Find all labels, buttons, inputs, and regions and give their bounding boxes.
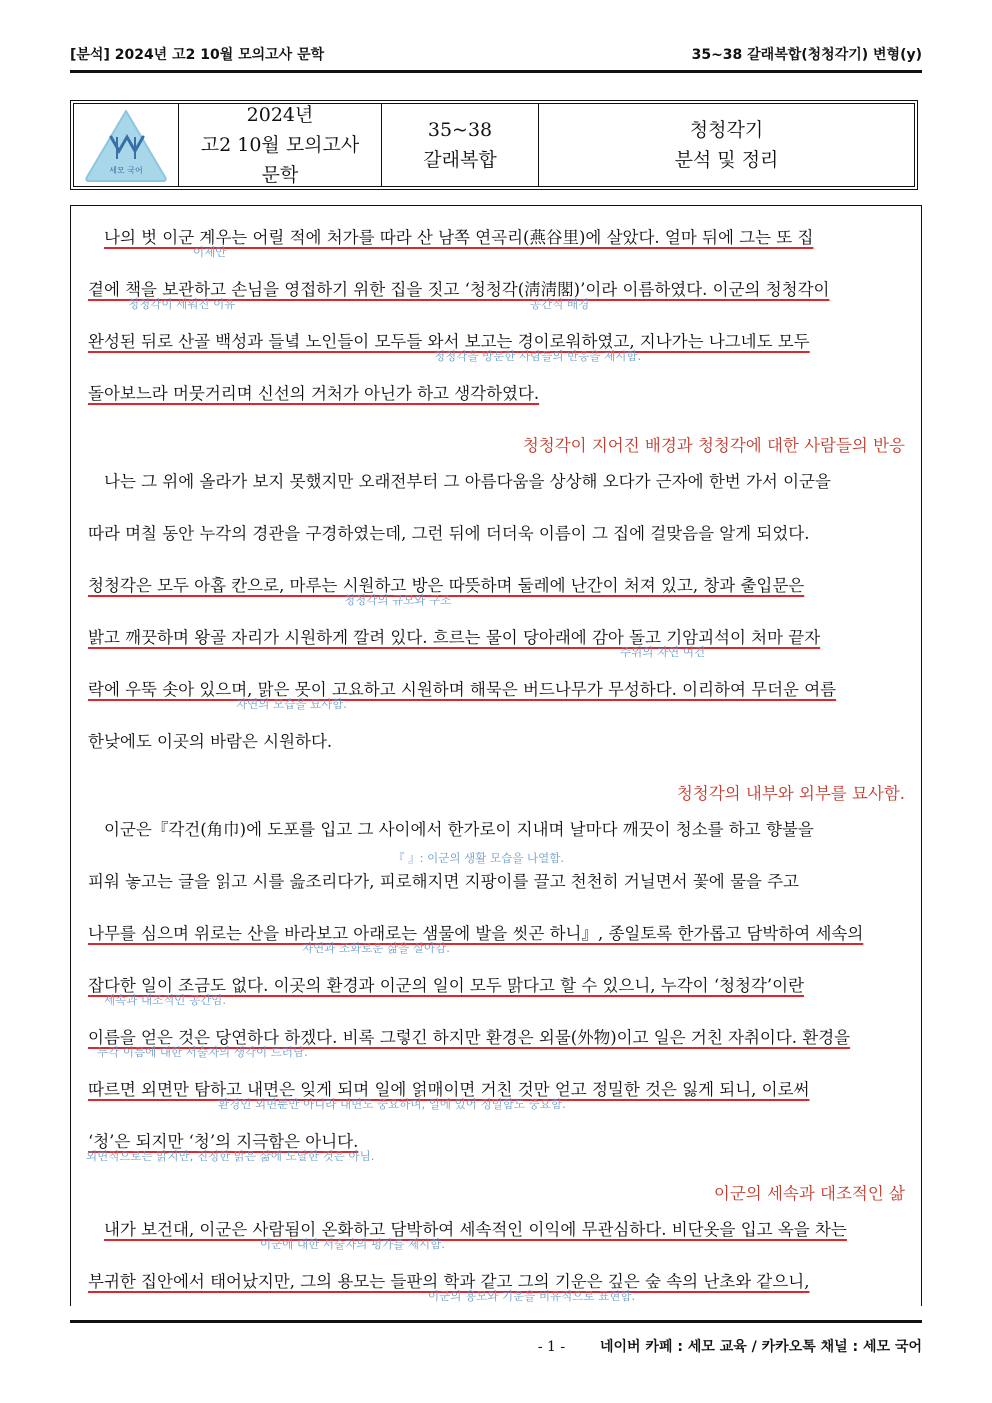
work-cell [539, 104, 914, 186]
annotation: 누각 이름에 대한 서술자의 생각이 드러남. [97, 1045, 308, 1059]
exam-subject: 문학 [261, 164, 299, 186]
channel-info: 네이버 카페 : 세모 교육 / 카카오톡 채널 : 세모 국어 [599, 1339, 922, 1355]
text-line: 따르면 외면만 탐하고 내면은 잊게 되며 일에 얽매이면 거친 것만 얻고 정밀한 것은 잃게 되니, 이로써 [88, 1080, 810, 1099]
annotation: 청청각을 방문한 사람들의 반응을 제시함. [434, 349, 642, 363]
text-line: 돌아보느라 머뭇거리며 신선의 거처가 아닌가 하고 생각하였다. [88, 384, 540, 403]
text-line: 곁에 책을 보관하고 손님을 영접하기 위한 집을 짓고 ‘청청각(淸淸閣)’이라 이름하였다. 이군의 청청각이 [88, 280, 830, 299]
range-cell [382, 104, 539, 186]
text-line: 부귀한 집안에서 태어났지만, 그의 용모는 들판의 학과 같고 그의 기운은 깊은 숲 속의 난초와 같으니, [88, 1272, 810, 1291]
text-line: 밝고 깨끗하며 왕골 자리가 시원하게 깔려 있다. 흐르는 물이 당아래에 감아 돌고 기암괴석이 처마 끝자 [88, 628, 821, 647]
title-table [70, 100, 918, 190]
text-line: 잡다한 일이 조금도 없다. 이곳의 환경과 이군의 일이 모두 맑다고 할 수 있으니, 누각이 ‘청청각’이란 [88, 976, 805, 995]
text-line: 따라 며칠 동안 누각의 경관을 구경하였는데, 그런 뒤에 더더욱 이름이 그 집에 걸맞음을 알게 되었다. [88, 524, 810, 543]
exam-name: 고2 10월 모의고사 [200, 134, 360, 156]
exam-cell [179, 104, 382, 186]
annotation: 환경인 외면뿐만 아니라 내면도 중요하며, 일에 있어 정밀함도 중요함. [218, 1097, 566, 1111]
annotation: 청청각의 규모와 구조 [344, 593, 452, 607]
text-line: 나의 벗 이군 계우는 어릴 적에 처가를 따라 산 남쪽 연곡리(燕谷里)에 살았다. 얼마 뒤에 그는 또 집 [104, 228, 814, 247]
annotation: 이제안 [193, 245, 227, 259]
work-purpose: 분석 및 정리 [674, 149, 779, 171]
question-range: 35~38 [427, 119, 493, 141]
text-line: 피워 놓고는 글을 읽고 시를 읊조리다가, 피로해지면 지팡이를 끌고 천천히 거닐면서 꽃에 물을 주고 [88, 872, 799, 891]
header-left: [분석] 2024년 고2 10월 모의고사 문학 [70, 47, 325, 63]
text-line: 한낮에도 이곳의 바람은 시원하다. [88, 732, 333, 751]
page-footer [70, 1336, 922, 1356]
annotation: 이군에 대한 서술자의 평가를 제시함. [260, 1237, 445, 1251]
logo-text: 세모 국어 [109, 166, 143, 175]
annotation: 주위의 자연 여건 [620, 645, 706, 659]
text-line: 내가 보건대, 이군은 사람됨이 온화하고 담박하여 세속적인 이익에 무관심하다. 비단옷을 입고 옥을 차는 [104, 1220, 847, 1239]
header-rule [70, 70, 922, 73]
header-right: 35~38 갈래복합(청청각기) 변형(y) [691, 47, 922, 63]
page-header [70, 44, 922, 68]
exam-year: 2024년 [246, 104, 314, 126]
semo-logo [83, 107, 169, 183]
work-title: 청청각기 [689, 119, 764, 141]
logo-cell [74, 104, 179, 186]
text-line: 나는 그 위에 올라가 보지 못했지만 오래전부터 그 아름다움을 상상해 오다가 근자에 한번 가서 이군을 [104, 472, 831, 491]
annotation: 자연과 조화로운 삶을 살아감. [302, 941, 450, 955]
annotation: 이군의 용모와 기운을 비유적으로 표현함. [428, 1289, 636, 1303]
text-line: 락에 우뚝 솟아 있으며, 맑은 못이 고요하고 시원하며 해묵은 버드나무가 무성하다. 이리하여 무더운 여름 [88, 680, 837, 699]
question-type: 갈래복합 [423, 149, 497, 171]
annotation: 세속과 대조적인 공간임. [104, 993, 227, 1007]
annotation: 공간적 배경 [530, 297, 590, 311]
text-line: 완성된 뒤로 산골 백성과 들녘 노인들이 모두들 와서 보고는 경이로워하였고, 지나가는 나그네도 모두 [88, 332, 810, 351]
annotation: 외면적으로는 맑지만, 진정한 맑은 삶에 도달한 것은 아님. [86, 1149, 375, 1163]
annotation: 청청각이 세워진 이유 [128, 297, 236, 311]
section-summary: 청청각이 지어진 배경과 청청각에 대한 사람들의 반응 [522, 436, 905, 455]
annotation: 『 』: 이군의 생활 모습을 나열함. [393, 851, 565, 865]
text-line: ‘청’은 되지만 ‘청’의 지극함은 아니다. [88, 1132, 359, 1151]
text-line: 이군은『각건(角巾)에 도포를 입고 그 사이에서 한가로이 지내며 날마다 깨끗이 청소를 하고 향불을 [104, 820, 814, 839]
footer-rule [70, 1320, 922, 1323]
page-number: - 1 - [537, 1339, 566, 1355]
text-line: 이름을 얻은 것은 당연하다 하겠다. 비록 그렇긴 하지만 환경은 외물(外物)이고 일은 거친 자취이다. 환경을 [88, 1028, 851, 1047]
section-summary: 이군의 세속과 대조적인 삶 [713, 1184, 905, 1203]
section-summary: 청청각의 내부와 외부를 묘사함. [676, 784, 905, 803]
text-line: 나무를 심으며 위로는 산을 바라보고 아래로는 샘물에 발을 씻곤 하니』, 종일토록 한가롭고 담박하여 세속의 [88, 924, 864, 943]
text-line: 청청각은 모두 아홉 칸으로, 마루는 시원하고 방은 따뜻하며 둘레에 난간이 처져 있고, 창과 출입문은 [88, 576, 805, 595]
annotation: 자연의 모습을 묘사함. [236, 697, 347, 711]
